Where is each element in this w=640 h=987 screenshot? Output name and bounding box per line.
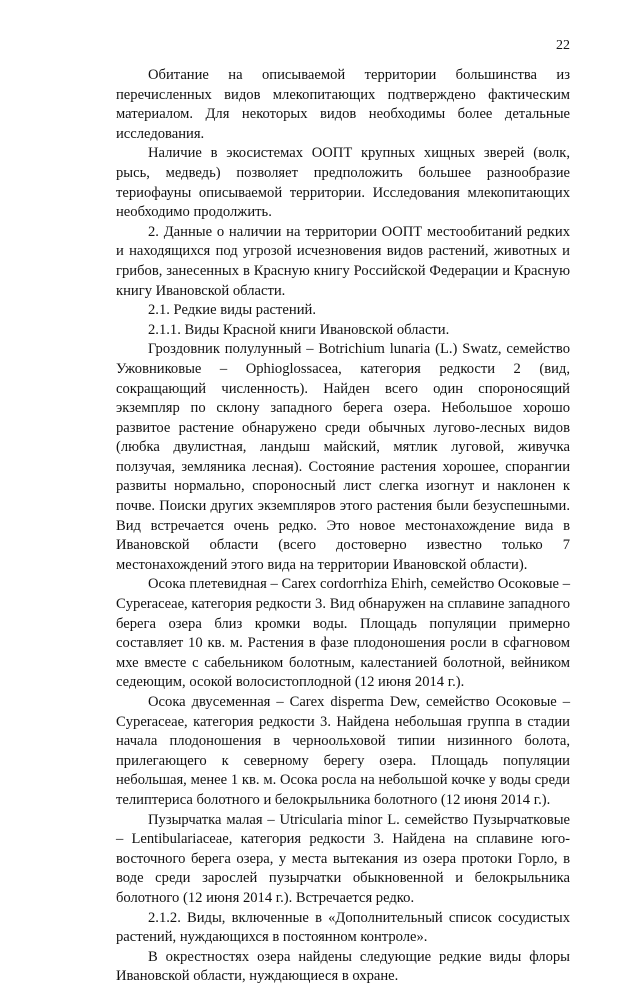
paragraph-carex-cordorrhiza: Осока плетевидная – Carex cordorrhiza Ehirh, семейство Осоковые – Cyperaceae, категория редкости 3. Вид обнаружен на сплавине западного берега озера близ кромки воды. Площадь популяции примерно составляет 10 кв. м. Растения в фазе плодоношения росли в сфагновом мхе вместе с сабельником болотным, калестанией болотной, вейником седеющим, осокой волосистоплодной (12 июня 2014 г.). [116,576,570,691]
paragraph-mammal-habitats: Обитание на описываемой территории большинства из перечисленных видов млекопитающих подтверждено фактическим материалом. Для некоторых видов необходимы более детальные исследования. [116,67,570,142]
paragraph-botrichium-lunaria: Гроздовник полулунный – Botrichium lunaria (L.) Swatz, семейство Ужовниковые – Ophioglossacea, категория редкости 2 (вид, сокращающий численность). Найден всего один спороносящий экземпляр по склону западного берега озера. Небольшое хорошо развитое растение обнаружено среди обычных лугово-лесных видов (любка двулистная, ландыш майский, мятлик луговой, живучка ползучая, земляника лесная). Состояние растения хорошее, спорангии развиты нормально, спороносный лист слегка изогнут и наклонен к почве. Поиски других экземпляров этого растения были безуспешными. Вид встречается очень редко. Это новое местонахождение вида в Ивановской области (всего достоверно известно только 7 местонахождений этого вида на территории Ивановской области). [116,341,570,573]
paragraph-carex-disperma: Осока двусеменная – Carex disperma Dew, семейство Осоковые – Cyperaceae, категория редкости 3. Найдена небольшая группа в стадии начала плодоношения в черноольховой типии низинного болота, прилегающего к северному берегу озера. Площадь популяции небольшая, менее 1 кв. м. Осока росла на небольшой кочке у воды среди телиптериса болотного и белокрыльника болотного (12 июня 2014 г.). [116,694,570,808]
paragraph-predators: Наличие в экосистемах ООПТ крупных хищных зверей (волк, рысь, медведь) позволяет предположить большее разнообразие териофауны описываемой территории. Исследования млекопитающих необходимо продолжить. [116,145,570,221]
document-body [116,66,570,987]
paragraph-section-2-1-1-heading: 2.1.1. Виды Красной книги Ивановской области. [148,321,450,338]
page-number: 22 [556,38,570,53]
paragraph-rare-species-intro: В окрестностях озера найдены следующие редкие виды флоры Ивановской области, нуждающиеся в охране. [116,948,570,985]
paragraph-section-2-heading: 2. Данные о наличии на территории ООПТ местообитаний редких и находящихся под угрозой исчезновения видов растений, животных и грибов, занесенных в Красную книгу Российской Федерации и Красную книгу Ивановской области. [116,223,570,299]
paragraph-section-2-1-2-heading: 2.1.2. Виды, включенные в «Дополнительный список сосудистых растений, нуждающихся в постоянном контроле». [116,909,570,946]
paragraph-utricularia-minor: Пузырчатка малая – Utricularia minor L. семейство Пузырчатковые – Lentibulariaceae, категория редкости 3. Найдена на сплавине юго-восточного берега озера, у места вытекания из озера протоки Горло, в воде среди зарослей пузырчатки обыкновенной и белокрыльника болотного (12 июня 2014 г.). Встречается редко. [116,811,570,906]
paragraph-section-2-1-heading: 2.1. Редкие виды растений. [148,302,316,319]
